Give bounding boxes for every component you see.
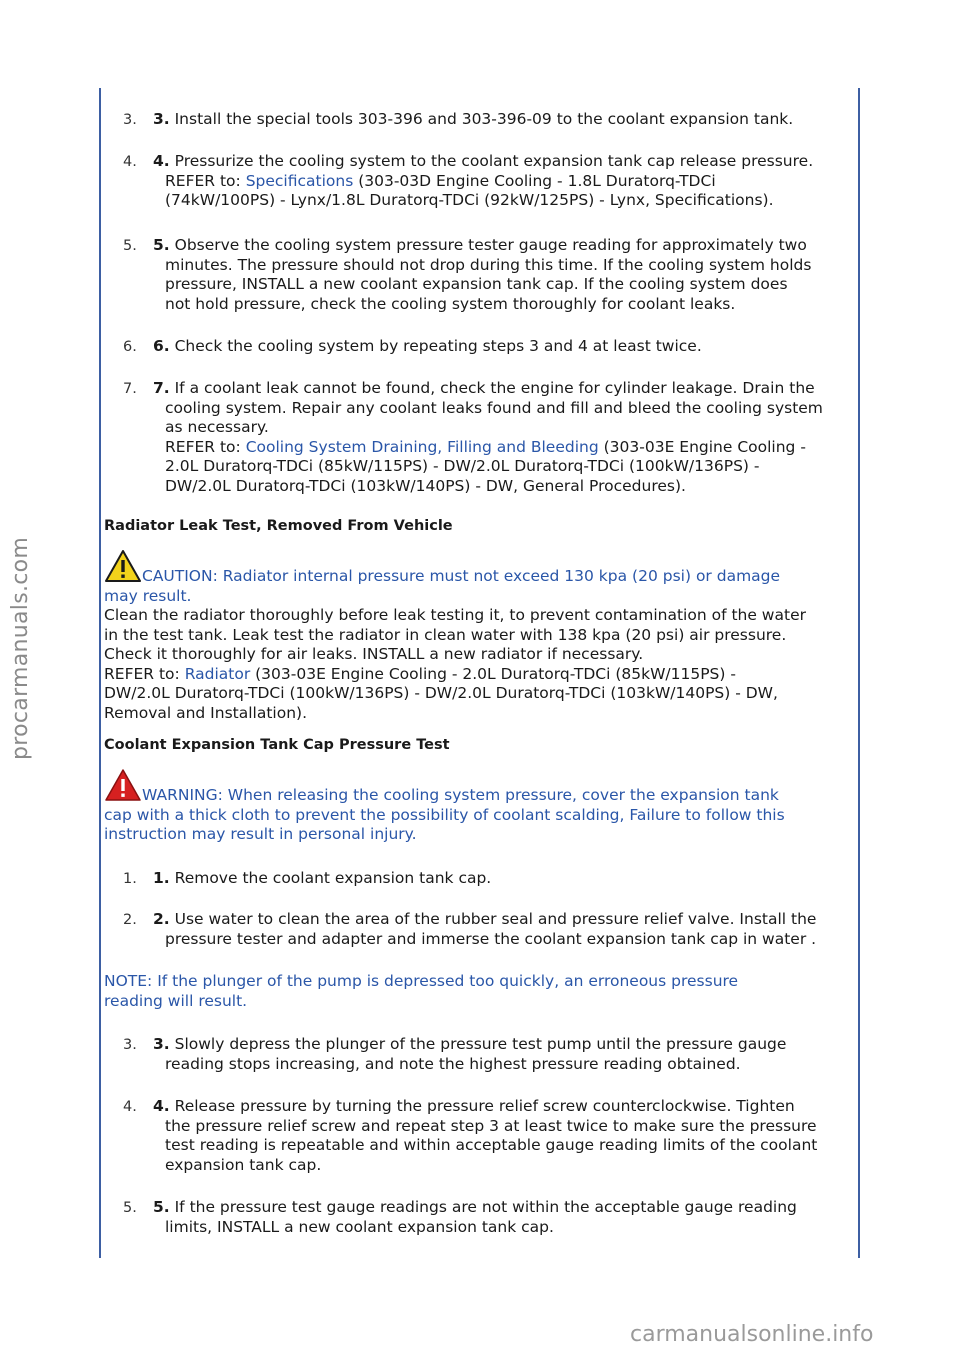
step-bold-number: 3. <box>153 110 170 128</box>
step-bold-number: 1. <box>153 869 170 887</box>
step-4-cap <box>123 1097 858 1175</box>
refer-label: REFER to: <box>104 664 185 683</box>
step-text: If the pressure test gauge readings are not within the acceptable gauge reading <box>169 1198 797 1216</box>
side-watermark: procarmanuals.com <box>8 536 33 760</box>
step-text: reading stops increasing, and note the highest pressure reading obtained. <box>165 1054 741 1073</box>
step-bold-number: 7. <box>153 379 170 397</box>
step-bold-number: 6. <box>153 337 170 355</box>
caution-text: CAUTION: Radiator internal pressure must not exceed 130 kpa (20 psi) or damage <box>142 567 781 585</box>
step-number: 1. <box>123 871 137 887</box>
step-number: 2. <box>123 912 137 928</box>
step-7 <box>123 379 858 496</box>
caution-icon <box>104 549 142 583</box>
step-bold-number: 2. <box>153 910 170 928</box>
step-number: 7. <box>123 381 137 397</box>
warning-block <box>104 770 849 845</box>
step-5-cap <box>123 1198 858 1237</box>
step-number: 6. <box>123 339 137 355</box>
refer-text: (303-03E Engine Cooling - <box>598 437 806 456</box>
warning-text: WARNING: When releasing the cooling system pressure, cover the expansion tank <box>142 786 779 804</box>
step-number: 4. <box>123 1099 137 1115</box>
step-6 <box>123 337 858 357</box>
step-2 <box>123 910 858 949</box>
step-number: 3. <box>123 112 137 128</box>
step-text: If a coolant leak cannot be found, check the engine for cylinder leakage. Drain the <box>169 379 815 397</box>
refer-text: (303-03E Engine Cooling - 2.0L Duratorq-TDCi (85kW/115PS) - <box>250 664 736 683</box>
refer-text: (74kW/100PS) - Lynx/1.8L Duratorq-TDCi (92kW/125PS) - Lynx, Specifications). <box>165 191 774 209</box>
left-margin-rule <box>99 88 101 1258</box>
step-1 <box>123 869 858 889</box>
step-text: expansion tank cap. <box>165 1155 322 1174</box>
paragraph-text: Check it thoroughly for air leaks. INSTALL a new radiator if necessary. <box>104 645 644 663</box>
step-bold-number: 5. <box>153 1198 170 1216</box>
bottom-watermark: carmanualsonline.info <box>630 1322 874 1347</box>
step-number: 5. <box>123 238 137 254</box>
step-bold-number: 4. <box>153 1097 170 1115</box>
step-text: Pressurize the cooling system to the coolant expansion tank cap release pressure. <box>169 152 814 170</box>
refer-text: DW/2.0L Duratorq-TDCi (103kW/140PS) - DW, General Procedures). <box>165 476 686 495</box>
caution-text: may result. <box>104 586 192 605</box>
step-text: Observe the cooling system pressure tester gauge reading for approximately two <box>169 236 807 254</box>
step-text: Slowly depress the plunger of the pressure test pump until the pressure gauge <box>169 1035 787 1053</box>
paragraph-text: Clean the radiator thoroughly before leak testing it, to prevent contamination of the water <box>104 606 806 624</box>
step-3-cap <box>123 1035 858 1074</box>
step-5 <box>123 236 858 314</box>
step-text: as necessary. <box>165 418 269 436</box>
refer-text: Removal and Installation). <box>104 703 308 722</box>
step-text: minutes. The pressure should not drop during this time. If the cooling system holds <box>165 255 812 274</box>
step-text: Install the special tools 303-396 and 303-396-09 to the coolant expansion tank. <box>169 110 794 128</box>
step-4 <box>123 152 858 211</box>
specifications-link[interactable]: Specifications <box>245 171 354 190</box>
step-text: limits, INSTALL a new coolant expansion tank cap. <box>165 1217 554 1236</box>
warning-text: cap with a thick cloth to prevent the possibility of coolant scalding, Failure to follow this <box>104 805 785 824</box>
step-text: the pressure relief screw and repeat step 3 at least twice to make sure the pressure <box>165 1116 817 1135</box>
note-block <box>104 972 849 1011</box>
refer-label: REFER to: <box>165 437 246 456</box>
step-number: 3. <box>123 1037 137 1053</box>
right-margin-rule <box>858 88 860 1258</box>
caution-block <box>104 551 849 723</box>
note-text: NOTE: If the plunger of the pump is depressed too quickly, an erroneous pressure <box>104 972 739 990</box>
step-bold-number: 5. <box>153 236 170 254</box>
step-bold-number: 3. <box>153 1035 170 1053</box>
step-text: pressure tester and adapter and immerse the coolant expansion tank cap in water . <box>165 929 817 948</box>
paragraph-text: in the test tank. Leak test the radiator in clean water with 138 kpa (20 psi) air pressure. <box>104 625 787 644</box>
step-text: Release pressure by turning the pressure relief screw counterclockwise. Tighten <box>169 1097 795 1115</box>
warning-icon <box>104 768 142 802</box>
note-text: reading will result. <box>104 991 248 1010</box>
step-number: 4. <box>123 154 137 170</box>
cooling-system-draining-link[interactable]: Cooling System Draining, Filling and Bleeding <box>245 437 599 456</box>
refer-text: 2.0L Duratorq-TDCi (85kW/115PS) - DW/2.0L Duratorq-TDCi (100kW/136PS) - <box>165 457 760 475</box>
radiator-link[interactable]: Radiator <box>184 664 251 683</box>
step-text: cooling system. Repair any coolant leaks found and fill and bleed the cooling system <box>165 398 823 417</box>
refer-label: REFER to: <box>165 171 246 190</box>
step-bold-number: 4. <box>153 152 170 170</box>
warning-text: instruction may result in personal injury. <box>104 825 417 843</box>
step-text: Use water to clean the area of the rubber seal and pressure relief valve. Install the <box>169 910 817 928</box>
step-text: Remove the coolant expansion tank cap. <box>169 869 492 887</box>
refer-text: DW/2.0L Duratorq-TDCi (100kW/136PS) - DW/2.0L Duratorq-TDCi (103kW/140PS) - DW, <box>104 684 778 702</box>
step-3 <box>123 110 858 130</box>
section-heading-cap-pressure-test: Coolant Expansion Tank Cap Pressure Test <box>104 737 450 753</box>
refer-text: (303-03D Engine Cooling - 1.8L Duratorq-TDCi <box>353 171 716 190</box>
step-number: 5. <box>123 1200 137 1216</box>
step-text: Check the cooling system by repeating steps 3 and 4 at least twice. <box>169 337 702 355</box>
step-text: test reading is repeatable and within acceptable gauge reading limits of the coolant <box>165 1136 818 1154</box>
section-heading-radiator-leak-test: Radiator Leak Test, Removed From Vehicle <box>104 518 453 534</box>
step-text: not hold pressure, check the cooling system thoroughly for coolant leaks. <box>165 294 736 313</box>
step-text: pressure, INSTALL a new coolant expansion tank cap. If the cooling system does <box>165 275 788 293</box>
